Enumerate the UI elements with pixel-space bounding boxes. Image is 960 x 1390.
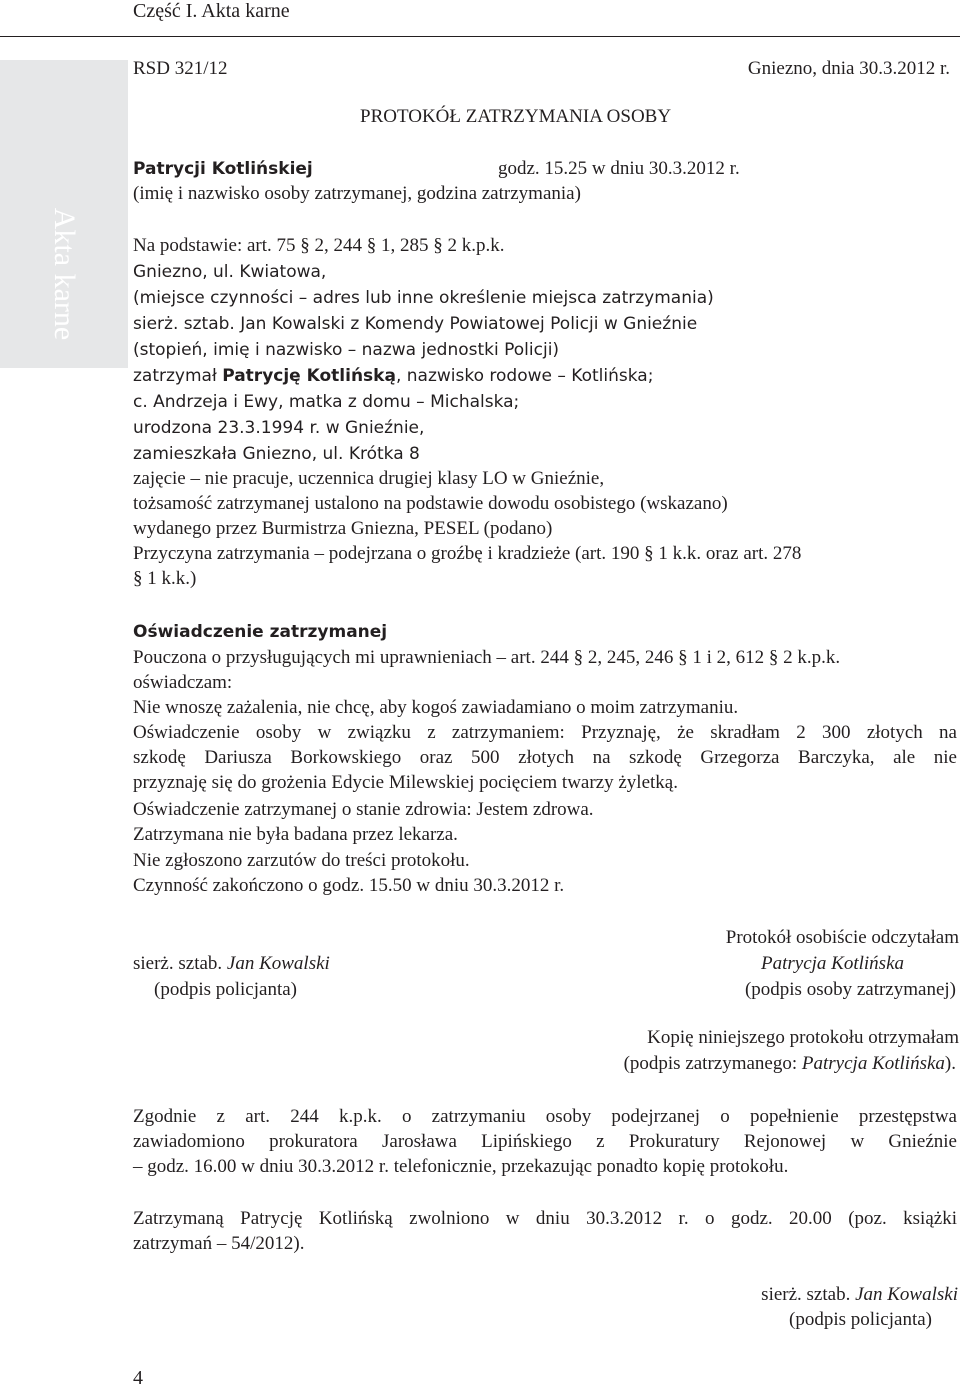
advised-part: 2 k.p.k. (783, 647, 841, 668)
legal-basis-part: 2 k.p.k. (447, 235, 505, 256)
detention-time: godz. 15.25 w dniu 30.3.2012 r. (498, 158, 740, 179)
reason-text: 1 k.k.) (147, 568, 197, 589)
occupation: zajęcie – nie pracuje, uczennica drugiej klasy LO w Gnieźnie, (133, 468, 605, 489)
final-signature-rank: sierż. sztab. (761, 1284, 851, 1305)
notice-line: zawiadomiono prokuratora Jarosława Lipińskiego z Prokuratury Rejonowej w Gnieźnie (133, 1131, 957, 1152)
born-line (133, 418, 424, 438)
parents: c. Andrzeja i Ewy, matka z domu – Michalska; (133, 392, 520, 412)
detainee-caption: (imię i nazwisko osoby zatrzymanej, godzina zatrzymania) (133, 183, 581, 204)
detention-reason (133, 543, 801, 565)
running-header: Część I. Akta karne (133, 0, 290, 22)
born-date: 23.3.1994 r. (217, 418, 321, 438)
statement-line: Nie wnoszę zażalenia, nie chcę, aby kogoś zawiadamiano o moim zatrzymaniu. (133, 697, 739, 718)
final-signature-line (761, 1284, 958, 1306)
final-signature-caption: (podpis policjanta) (789, 1309, 932, 1330)
section-symbol: § (573, 647, 584, 668)
section-symbol: § (366, 235, 377, 256)
notice-line: – godz. 16.00 w dniu 30.3.2012 r. telefonicznie, przekazując ponadto kopię protokołu. (133, 1156, 789, 1177)
officer-details: Jan Kowalski z Komendy Powiatowej Policji w Gnieźnie (240, 314, 698, 334)
statement-line: Oświadczenie zatrzymanej o stanie zdrowia: Jestem zdrowa. (133, 799, 594, 820)
legal-basis-prefix: Na podstawie: art. 75 (133, 235, 296, 256)
detention-reason-cont (133, 568, 196, 590)
document-title: PROTOKÓŁ ZATRZYMANIA OSOBY (360, 106, 672, 127)
detained-suffix: , nazwisko rodowe – Kotlińska; (395, 366, 654, 386)
detained-name: Patrycję Kotlińską (222, 366, 396, 386)
statement-line: szkodę Dariusza Borkowskiego oraz 500 złotych na szkodę Grzegorza Barczyka, ale nie (133, 747, 957, 768)
reason-text: Przyczyna zatrzymania – podejrzana o groźbę i kradzieże (art. 190 (133, 543, 640, 564)
detained-prefix: zatrzymał (133, 366, 217, 386)
side-tab (0, 60, 128, 368)
case-reference: RSD 321/12 (133, 58, 228, 79)
officer-signature: Jan Kowalski (226, 953, 330, 974)
detained-line (133, 366, 653, 386)
copy-note: Kopię niniejszego protokołu otrzymałam (647, 1027, 959, 1048)
advised-prefix: Pouczona o przysługujących mi uprawnieniach – art. 244 (133, 647, 569, 668)
statement-line: Zatrzymana nie była badana przez lekarza. (133, 824, 458, 845)
copy-caption (624, 1053, 956, 1075)
release-line: zatrzymań – 54/2012). (133, 1233, 305, 1254)
officer-signature-caption: (podpis policjanta) (154, 979, 297, 1000)
legal-basis (133, 235, 505, 257)
section-symbol: § (678, 647, 688, 668)
copy-caption-prefix: (podpis zatrzymanego: (623, 1053, 798, 1074)
copy-caption-signature: Patrycja Kotlińska (801, 1053, 945, 1074)
section-symbol: § (644, 543, 654, 564)
born-place: w Gnieźnie, (325, 418, 425, 438)
detainee-name: Patrycji Kotlińskiej (133, 159, 313, 179)
section-symbol: § (433, 235, 443, 256)
officer-rank: sierż. sztab. (133, 953, 223, 974)
notice-line: Zgodnie z art. 244 k.p.k. o zatrzymaniu osoby podejrzanej o popełnienie przestępstwa (133, 1106, 957, 1127)
legal-basis-part: 1, 285 (381, 235, 429, 256)
read-note: Protokół osobiście odczytałam (725, 927, 959, 948)
statement-line: Nie zgłoszono zarzutów do treści protokołu. (133, 850, 470, 871)
legal-basis-part: 2, 244 (314, 235, 363, 256)
copy-caption-suffix: ). (944, 1053, 956, 1074)
born-prefix: urodzona (133, 418, 213, 438)
header-divider (0, 36, 960, 37)
issued-by: wydanego przez Burmistrza Gniezna, PESEL (podano) (133, 518, 553, 539)
final-signature-name: Jan Kowalski (855, 1284, 958, 1305)
identity: tożsamość zatrzymanej ustalono na podstawie dowodu osobistego (wskazano) (133, 493, 728, 514)
reason-text: 1 k.k. oraz art. 278 (658, 543, 802, 564)
statement-heading: Oświadczenie zatrzymanej (133, 622, 388, 642)
section-symbol: § (768, 647, 779, 668)
statement-line: przyznaję się do grożenia Edycie Milewskiej pocięciem twarzy żyletką. (133, 772, 678, 793)
section-symbol: § (300, 235, 310, 256)
detainee-signature-caption: (podpis osoby zatrzymanej) (744, 979, 956, 1000)
page-number: 4 (133, 1367, 143, 1389)
officer-signature-line (133, 953, 330, 975)
officer-rank: sierż. sztab. (133, 314, 235, 334)
residence-prefix: zamieszkała Gniezno, ul. (133, 444, 344, 464)
residence-line (133, 444, 420, 464)
declare-label: oświadczam: (133, 672, 233, 693)
statement-line: Czynność zakończono o godz. 15.50 w dniu 30.3.2012 r. (133, 875, 565, 896)
section-symbol: § (133, 568, 143, 589)
release-line: Zatrzymaną Patrycję Kotlińską zwolniono w dniu 30.3.2012 r. o godz. 20.00 (poz. książki (133, 1208, 957, 1229)
advised-part: 2, 245, 246 (587, 647, 674, 668)
place-date: Gniezno, dnia 30.3.2012 r. (747, 58, 950, 79)
location-caption: (miejsce czynności – adres lub inne określenie miejsca zatrzymania) (133, 288, 714, 308)
residence-street: Krótka 8 (348, 444, 420, 464)
advised-part: 1 i 2, 612 (692, 647, 765, 668)
side-tab-label: Akta karne (48, 207, 81, 341)
location: Gniezno, ul. Kwiatowa, (133, 262, 327, 282)
advised-line (133, 647, 840, 669)
officer-caption: (stopień, imię i nazwisko – nazwa jednostki Policji) (133, 340, 560, 360)
statement-line: Oświadczenie osoby w związku z zatrzymaniem: Przyznaję, że skradłam 2 300 złotych na (133, 722, 957, 743)
officer-line (133, 314, 697, 334)
detainee-signature: Patrycja Kotlińska (761, 953, 905, 974)
